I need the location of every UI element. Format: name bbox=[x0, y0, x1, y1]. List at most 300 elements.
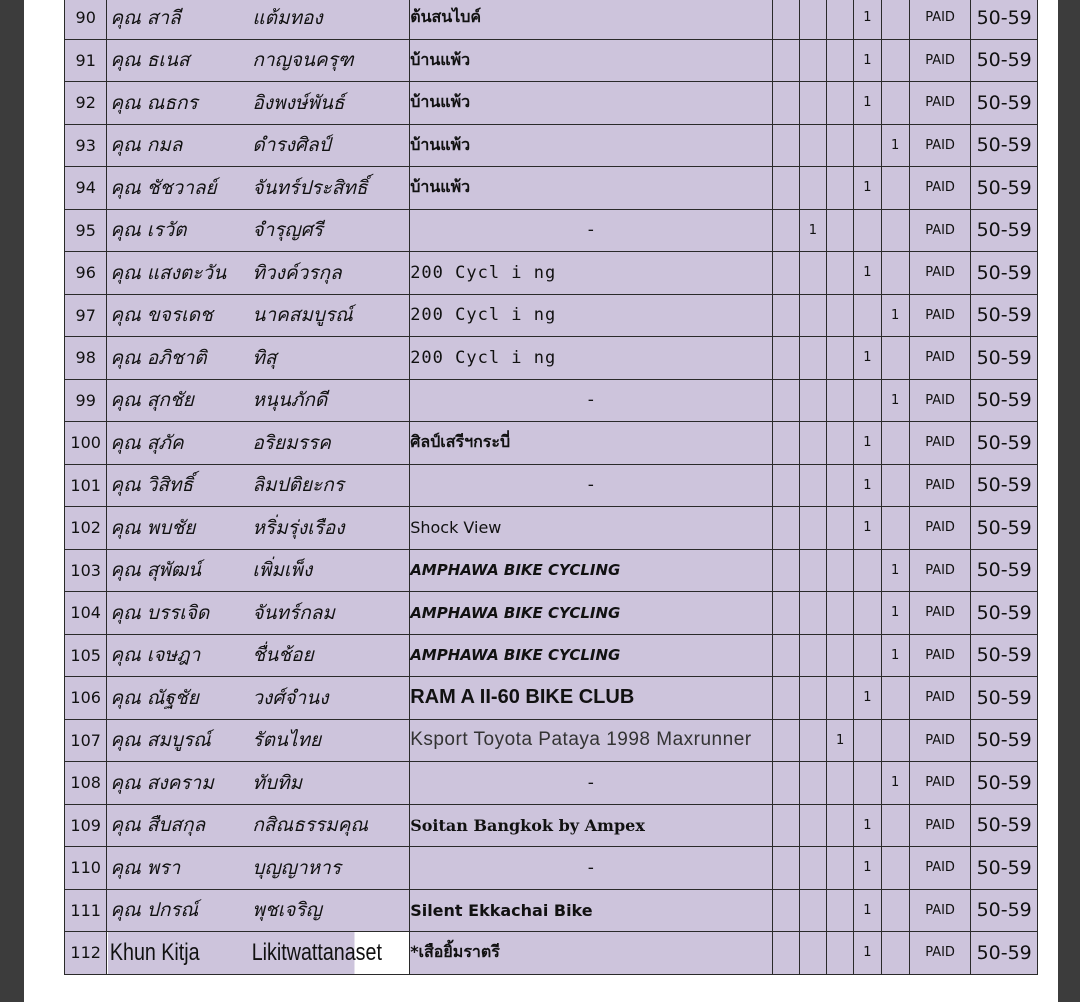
category-mark-c3 bbox=[827, 762, 854, 805]
category-mark-c1 bbox=[772, 847, 799, 890]
club-name: AMPHAWA BIKE CYCLING bbox=[410, 634, 772, 677]
category-mark-c4: 1 bbox=[854, 932, 881, 975]
category-mark-c2 bbox=[799, 932, 826, 975]
participant-name bbox=[107, 804, 410, 847]
category-mark-c2 bbox=[799, 634, 826, 677]
table-row bbox=[65, 82, 1038, 125]
age-group: 50-59 bbox=[971, 252, 1038, 295]
row-number: 93 bbox=[65, 124, 107, 167]
age-group: 50-59 bbox=[971, 847, 1038, 890]
payment-status: PAID bbox=[909, 507, 971, 550]
category-mark-c1 bbox=[772, 762, 799, 805]
category-mark-c5 bbox=[881, 507, 909, 550]
row-number: 108 bbox=[65, 762, 107, 805]
table-row bbox=[65, 422, 1038, 465]
payment-status: PAID bbox=[909, 0, 971, 39]
last-name: วงศ์จำนง bbox=[252, 686, 329, 709]
category-mark-c4: 1 bbox=[854, 889, 881, 932]
category-mark-c2 bbox=[799, 39, 826, 82]
participant-name bbox=[107, 889, 410, 932]
last-name: จำรุญศรี bbox=[252, 219, 323, 242]
participant-name bbox=[107, 422, 410, 465]
first-name: คุณ อภิชาติ bbox=[110, 346, 207, 369]
category-mark-c5 bbox=[881, 719, 909, 762]
category-mark-c2 bbox=[799, 677, 826, 720]
payment-status: PAID bbox=[909, 847, 971, 890]
club-name: - bbox=[410, 379, 772, 422]
row-number: 96 bbox=[65, 252, 107, 295]
row-number: 95 bbox=[65, 209, 107, 252]
payment-status: PAID bbox=[909, 422, 971, 465]
first-name: คุณ สืบสกุล bbox=[110, 814, 206, 837]
age-group: 50-59 bbox=[971, 124, 1038, 167]
age-group: 50-59 bbox=[971, 889, 1038, 932]
participant-table-body bbox=[65, 0, 1038, 974]
category-mark-c3 bbox=[827, 82, 854, 125]
participant-name bbox=[107, 507, 410, 550]
table-row bbox=[65, 677, 1038, 720]
last-name: หนุนภักดี bbox=[252, 389, 328, 412]
table-row bbox=[65, 762, 1038, 805]
category-mark-c5 bbox=[881, 252, 909, 295]
participant-name bbox=[107, 167, 410, 210]
category-mark-c1 bbox=[772, 932, 799, 975]
category-mark-c2 bbox=[799, 719, 826, 762]
club-name: AMPHAWA BIKE CYCLING bbox=[410, 549, 772, 592]
participant-table bbox=[64, 0, 1038, 975]
table-row bbox=[65, 294, 1038, 337]
row-number: 99 bbox=[65, 379, 107, 422]
age-group: 50-59 bbox=[971, 549, 1038, 592]
category-mark-c2 bbox=[799, 889, 826, 932]
category-mark-c2 bbox=[799, 82, 826, 125]
category-mark-c5 bbox=[881, 209, 909, 252]
table-row bbox=[65, 889, 1038, 932]
category-mark-c2 bbox=[799, 762, 826, 805]
participant-name bbox=[107, 252, 410, 295]
category-mark-c4 bbox=[854, 592, 881, 635]
row-number: 100 bbox=[65, 422, 107, 465]
table-row bbox=[65, 804, 1038, 847]
category-mark-c3 bbox=[827, 124, 854, 167]
category-mark-c3 bbox=[827, 889, 854, 932]
club-name: *เสือยิ้มราตรี bbox=[410, 932, 772, 975]
club-name: - bbox=[410, 209, 772, 252]
category-mark-c4: 1 bbox=[854, 39, 881, 82]
payment-status: PAID bbox=[909, 592, 971, 635]
category-mark-c2 bbox=[799, 252, 826, 295]
last-name: ดำรงศิลป์ bbox=[252, 134, 331, 157]
category-mark-c5 bbox=[881, 932, 909, 975]
category-mark-c4: 1 bbox=[854, 804, 881, 847]
club-name: Shock View bbox=[410, 507, 772, 550]
payment-status: PAID bbox=[909, 294, 971, 337]
category-mark-c5 bbox=[881, 0, 909, 39]
category-mark-c3 bbox=[827, 0, 854, 39]
category-mark-c5: 1 bbox=[881, 762, 909, 805]
first-name: คุณ ชัชวาลย์ bbox=[110, 176, 217, 199]
category-mark-c3 bbox=[827, 379, 854, 422]
age-group: 50-59 bbox=[971, 82, 1038, 125]
club-name: 200 Cycl i ng bbox=[410, 294, 772, 337]
category-mark-c4 bbox=[854, 719, 881, 762]
category-mark-c1 bbox=[772, 719, 799, 762]
category-mark-c2 bbox=[799, 0, 826, 39]
age-group: 50-59 bbox=[971, 719, 1038, 762]
club-name: RAM A II-60 BIKE CLUB bbox=[410, 677, 772, 720]
category-mark-c1 bbox=[772, 39, 799, 82]
row-number: 105 bbox=[65, 634, 107, 677]
category-mark-c3 bbox=[827, 337, 854, 380]
table-row bbox=[65, 124, 1038, 167]
table-row bbox=[65, 252, 1038, 295]
first-name: คุณ สมบูรณ์ bbox=[110, 729, 211, 752]
category-mark-c2: 1 bbox=[799, 209, 826, 252]
age-group: 50-59 bbox=[971, 932, 1038, 975]
category-mark-c2 bbox=[799, 549, 826, 592]
category-mark-c2 bbox=[799, 847, 826, 890]
first-name: คุณ ณัฐชัย bbox=[110, 686, 199, 709]
row-number: 90 bbox=[65, 0, 107, 39]
category-mark-c3 bbox=[827, 422, 854, 465]
age-group: 50-59 bbox=[971, 422, 1038, 465]
row-number: 91 bbox=[65, 39, 107, 82]
first-name: คุณ สงคราม bbox=[110, 771, 214, 794]
category-mark-c1 bbox=[772, 167, 799, 210]
payment-status: PAID bbox=[909, 167, 971, 210]
category-mark-c2 bbox=[799, 464, 826, 507]
category-mark-c4: 1 bbox=[854, 847, 881, 890]
club-name: 200 Cycl i ng bbox=[410, 337, 772, 380]
category-mark-c4: 1 bbox=[854, 507, 881, 550]
category-mark-c5 bbox=[881, 889, 909, 932]
last-name: กสิณธรรมคุณ bbox=[252, 814, 368, 837]
last-name: ทับทิม bbox=[252, 771, 303, 794]
category-mark-c2 bbox=[799, 124, 826, 167]
category-mark-c3 bbox=[827, 592, 854, 635]
category-mark-c5 bbox=[881, 422, 909, 465]
category-mark-c4: 1 bbox=[854, 252, 881, 295]
last-name: กาญจนครุฑ bbox=[252, 49, 354, 72]
first-name: คุณ พรา bbox=[110, 856, 181, 879]
category-mark-c1 bbox=[772, 379, 799, 422]
table-row bbox=[65, 209, 1038, 252]
category-mark-c2 bbox=[799, 592, 826, 635]
row-number: 92 bbox=[65, 82, 107, 125]
category-mark-c5: 1 bbox=[881, 634, 909, 677]
age-group: 50-59 bbox=[971, 379, 1038, 422]
club-name: - bbox=[410, 762, 772, 805]
viewer-left-border bbox=[0, 0, 24, 1002]
participant-name bbox=[107, 209, 410, 252]
first-name: คุณ เจษฎา bbox=[110, 644, 201, 667]
category-mark-c2 bbox=[799, 422, 826, 465]
category-mark-c5 bbox=[881, 167, 909, 210]
payment-status: PAID bbox=[909, 39, 971, 82]
age-group: 50-59 bbox=[971, 677, 1038, 720]
payment-status: PAID bbox=[909, 889, 971, 932]
category-mark-c4 bbox=[854, 762, 881, 805]
category-mark-c1 bbox=[772, 0, 799, 39]
payment-status: PAID bbox=[909, 379, 971, 422]
participant-name bbox=[107, 847, 410, 890]
participant-name bbox=[107, 294, 410, 337]
category-mark-c1 bbox=[772, 209, 799, 252]
row-number: 103 bbox=[65, 549, 107, 592]
category-mark-c3 bbox=[827, 167, 854, 210]
table-row bbox=[65, 719, 1038, 762]
club-name: บ้านแพ้ว bbox=[410, 39, 772, 82]
first-name: คุณ สุพัฒน์ bbox=[110, 559, 202, 582]
age-group: 50-59 bbox=[971, 209, 1038, 252]
category-mark-c3 bbox=[827, 677, 854, 720]
participant-name bbox=[107, 82, 410, 125]
last-name: ชื่นช้อย bbox=[252, 644, 314, 667]
last-name: ทิวงค์วรกุล bbox=[252, 261, 342, 284]
category-mark-c4 bbox=[854, 634, 881, 677]
club-name: บ้านแพ้ว bbox=[410, 167, 772, 210]
first-name: คุณ แสงตะวัน bbox=[110, 261, 227, 284]
payment-status: PAID bbox=[909, 464, 971, 507]
category-mark-c1 bbox=[772, 889, 799, 932]
last-name: อิงพงษ์พันธ์ bbox=[252, 91, 345, 114]
payment-status: PAID bbox=[909, 719, 971, 762]
first-name: คุณ บรรเจิด bbox=[110, 601, 210, 624]
participant-name bbox=[107, 932, 382, 975]
age-group: 50-59 bbox=[971, 507, 1038, 550]
row-number: 94 bbox=[65, 167, 107, 210]
table-row bbox=[65, 337, 1038, 380]
category-mark-c4: 1 bbox=[854, 167, 881, 210]
club-name: - bbox=[410, 847, 772, 890]
age-group: 50-59 bbox=[971, 804, 1038, 847]
category-mark-c1 bbox=[772, 252, 799, 295]
category-mark-c1 bbox=[772, 464, 799, 507]
category-mark-c3 bbox=[827, 252, 854, 295]
payment-status: PAID bbox=[909, 804, 971, 847]
first-name: คุณ ปกรณ์ bbox=[110, 899, 199, 922]
age-group: 50-59 bbox=[971, 464, 1038, 507]
last-name: แต้มทอง bbox=[252, 6, 323, 29]
category-mark-c3 bbox=[827, 804, 854, 847]
category-mark-c4: 1 bbox=[854, 677, 881, 720]
category-mark-c1 bbox=[772, 294, 799, 337]
category-mark-c5: 1 bbox=[881, 124, 909, 167]
payment-status: PAID bbox=[909, 634, 971, 677]
row-number: 104 bbox=[65, 592, 107, 635]
first-name: คุณ วิสิทธิ์ bbox=[110, 474, 194, 497]
first-name: Khun Kitja bbox=[109, 938, 200, 966]
payment-status: PAID bbox=[909, 762, 971, 805]
participant-name bbox=[107, 379, 410, 422]
category-mark-c5 bbox=[881, 677, 909, 720]
participant-name bbox=[107, 677, 410, 720]
first-name: คุณ ธเนส bbox=[110, 49, 190, 72]
last-name: หริ่มรุ่งเรือง bbox=[252, 516, 345, 539]
table-row bbox=[65, 464, 1038, 507]
participant-name bbox=[107, 762, 410, 805]
viewer-right-border bbox=[1058, 0, 1080, 1002]
category-mark-c3 bbox=[827, 932, 854, 975]
category-mark-c4 bbox=[854, 209, 881, 252]
category-mark-c1 bbox=[772, 549, 799, 592]
category-mark-c3 bbox=[827, 464, 854, 507]
table-row bbox=[65, 634, 1038, 677]
row-number: 102 bbox=[65, 507, 107, 550]
first-name: คุณ ณธกร bbox=[110, 91, 198, 114]
last-name: รัตนไทย bbox=[252, 729, 322, 752]
category-mark-c5: 1 bbox=[881, 379, 909, 422]
last-name: จันทร์กลม bbox=[252, 601, 335, 624]
category-mark-c1 bbox=[772, 507, 799, 550]
age-group: 50-59 bbox=[971, 634, 1038, 677]
category-mark-c2 bbox=[799, 804, 826, 847]
category-mark-c3 bbox=[827, 549, 854, 592]
club-name: 200 Cycl i ng bbox=[410, 252, 772, 295]
participant-name bbox=[107, 0, 410, 39]
last-name: เพิ่มเพ็ง bbox=[252, 559, 313, 582]
participant-name bbox=[107, 39, 410, 82]
club-name: ศิลป์เสรีฯกระบี่ bbox=[410, 422, 772, 465]
table-row bbox=[65, 379, 1038, 422]
category-mark-c5 bbox=[881, 39, 909, 82]
club-name: บ้านแพ้ว bbox=[410, 82, 772, 125]
club-name: AMPHAWA BIKE CYCLING bbox=[410, 592, 772, 635]
category-mark-c4 bbox=[854, 379, 881, 422]
row-number: 106 bbox=[65, 677, 107, 720]
last-name: ลิมปติยะกร bbox=[252, 474, 345, 497]
category-mark-c1 bbox=[772, 124, 799, 167]
category-mark-c3 bbox=[827, 209, 854, 252]
category-mark-c5 bbox=[881, 337, 909, 380]
payment-status: PAID bbox=[909, 82, 971, 125]
first-name: คุณ เรวัต bbox=[110, 219, 187, 242]
category-mark-c4 bbox=[854, 294, 881, 337]
last-name: นาคสมบูรณ์ bbox=[252, 304, 353, 327]
row-number: 101 bbox=[65, 464, 107, 507]
participant-name bbox=[107, 464, 410, 507]
last-name: อริยมรรค bbox=[252, 431, 331, 454]
category-mark-c4 bbox=[854, 549, 881, 592]
table-row bbox=[65, 39, 1038, 82]
category-mark-c2 bbox=[799, 337, 826, 380]
category-mark-c5: 1 bbox=[881, 549, 909, 592]
participant-name bbox=[107, 592, 410, 635]
first-name: คุณ ขจรเดช bbox=[110, 304, 213, 327]
category-mark-c1 bbox=[772, 804, 799, 847]
table-row bbox=[65, 592, 1038, 635]
category-mark-c5 bbox=[881, 464, 909, 507]
category-mark-c4: 1 bbox=[854, 464, 881, 507]
category-mark-c5 bbox=[881, 804, 909, 847]
payment-status: PAID bbox=[909, 549, 971, 592]
category-mark-c5: 1 bbox=[881, 294, 909, 337]
payment-status: PAID bbox=[909, 209, 971, 252]
age-group: 50-59 bbox=[971, 337, 1038, 380]
age-group: 50-59 bbox=[971, 294, 1038, 337]
club-name: บ้านแพ้ว bbox=[410, 124, 772, 167]
category-mark-c1 bbox=[772, 592, 799, 635]
category-mark-c2 bbox=[799, 294, 826, 337]
age-group: 50-59 bbox=[971, 167, 1038, 210]
club-name: ต้นสนไบค์ bbox=[410, 0, 772, 39]
row-number: 110 bbox=[65, 847, 107, 890]
row-number: 109 bbox=[65, 804, 107, 847]
category-mark-c5 bbox=[881, 847, 909, 890]
category-mark-c3 bbox=[827, 39, 854, 82]
category-mark-c3: 1 bbox=[827, 719, 854, 762]
category-mark-c5: 1 bbox=[881, 592, 909, 635]
row-number: 107 bbox=[65, 719, 107, 762]
last-name: จันทร์ประสิทธิ์ bbox=[252, 176, 368, 199]
first-name: คุณ สาลี bbox=[110, 6, 181, 29]
participant-name bbox=[107, 337, 410, 380]
last-name: ทิสุ bbox=[252, 346, 277, 369]
first-name: คุณ สุกชัย bbox=[110, 389, 194, 412]
club-name: Soitan Bangkok by Ampex bbox=[410, 804, 772, 847]
category-mark-c4: 1 bbox=[854, 0, 881, 39]
category-mark-c3 bbox=[827, 634, 854, 677]
row-number: 112 bbox=[65, 932, 107, 975]
category-mark-c1 bbox=[772, 634, 799, 677]
age-group: 50-59 bbox=[971, 0, 1038, 39]
age-group: 50-59 bbox=[971, 592, 1038, 635]
category-mark-c5 bbox=[881, 82, 909, 125]
age-group: 50-59 bbox=[971, 39, 1038, 82]
last-name: บุญญาหาร bbox=[252, 856, 341, 879]
first-name: คุณ พบชัย bbox=[110, 516, 196, 539]
category-mark-c3 bbox=[827, 294, 854, 337]
row-number: 111 bbox=[65, 889, 107, 932]
participant-name bbox=[107, 719, 410, 762]
category-mark-c1 bbox=[772, 677, 799, 720]
last-name: พุชเจริญ bbox=[252, 899, 322, 922]
payment-status: PAID bbox=[909, 677, 971, 720]
category-mark-c3 bbox=[827, 847, 854, 890]
participant-name bbox=[107, 634, 410, 677]
payment-status: PAID bbox=[909, 252, 971, 295]
first-name: คุณ สุภัค bbox=[110, 431, 184, 454]
category-mark-c4: 1 bbox=[854, 337, 881, 380]
category-mark-c4: 1 bbox=[854, 422, 881, 465]
category-mark-c2 bbox=[799, 507, 826, 550]
club-name: Ksport Toyota Pataya 1998 Maxrunner bbox=[410, 719, 772, 762]
age-group: 50-59 bbox=[971, 762, 1038, 805]
table-row bbox=[65, 0, 1038, 39]
category-mark-c4 bbox=[854, 124, 881, 167]
row-number: 98 bbox=[65, 337, 107, 380]
last-name: Likitwattanaset bbox=[251, 938, 382, 966]
table-row bbox=[65, 167, 1038, 210]
first-name: คุณ กมล bbox=[110, 134, 183, 157]
row-number: 97 bbox=[65, 294, 107, 337]
category-mark-c2 bbox=[799, 167, 826, 210]
participant-name bbox=[107, 124, 410, 167]
table-row bbox=[65, 847, 1038, 890]
category-mark-c4: 1 bbox=[854, 82, 881, 125]
participant-name bbox=[107, 549, 410, 592]
club-name: Silent Ekkachai Bike bbox=[410, 889, 772, 932]
category-mark-c1 bbox=[772, 337, 799, 380]
payment-status: PAID bbox=[909, 337, 971, 380]
table-row bbox=[65, 507, 1038, 550]
table-row bbox=[65, 549, 1038, 592]
category-mark-c3 bbox=[827, 507, 854, 550]
payment-status: PAID bbox=[909, 124, 971, 167]
category-mark-c1 bbox=[772, 422, 799, 465]
category-mark-c2 bbox=[799, 379, 826, 422]
table-row bbox=[65, 932, 1038, 975]
